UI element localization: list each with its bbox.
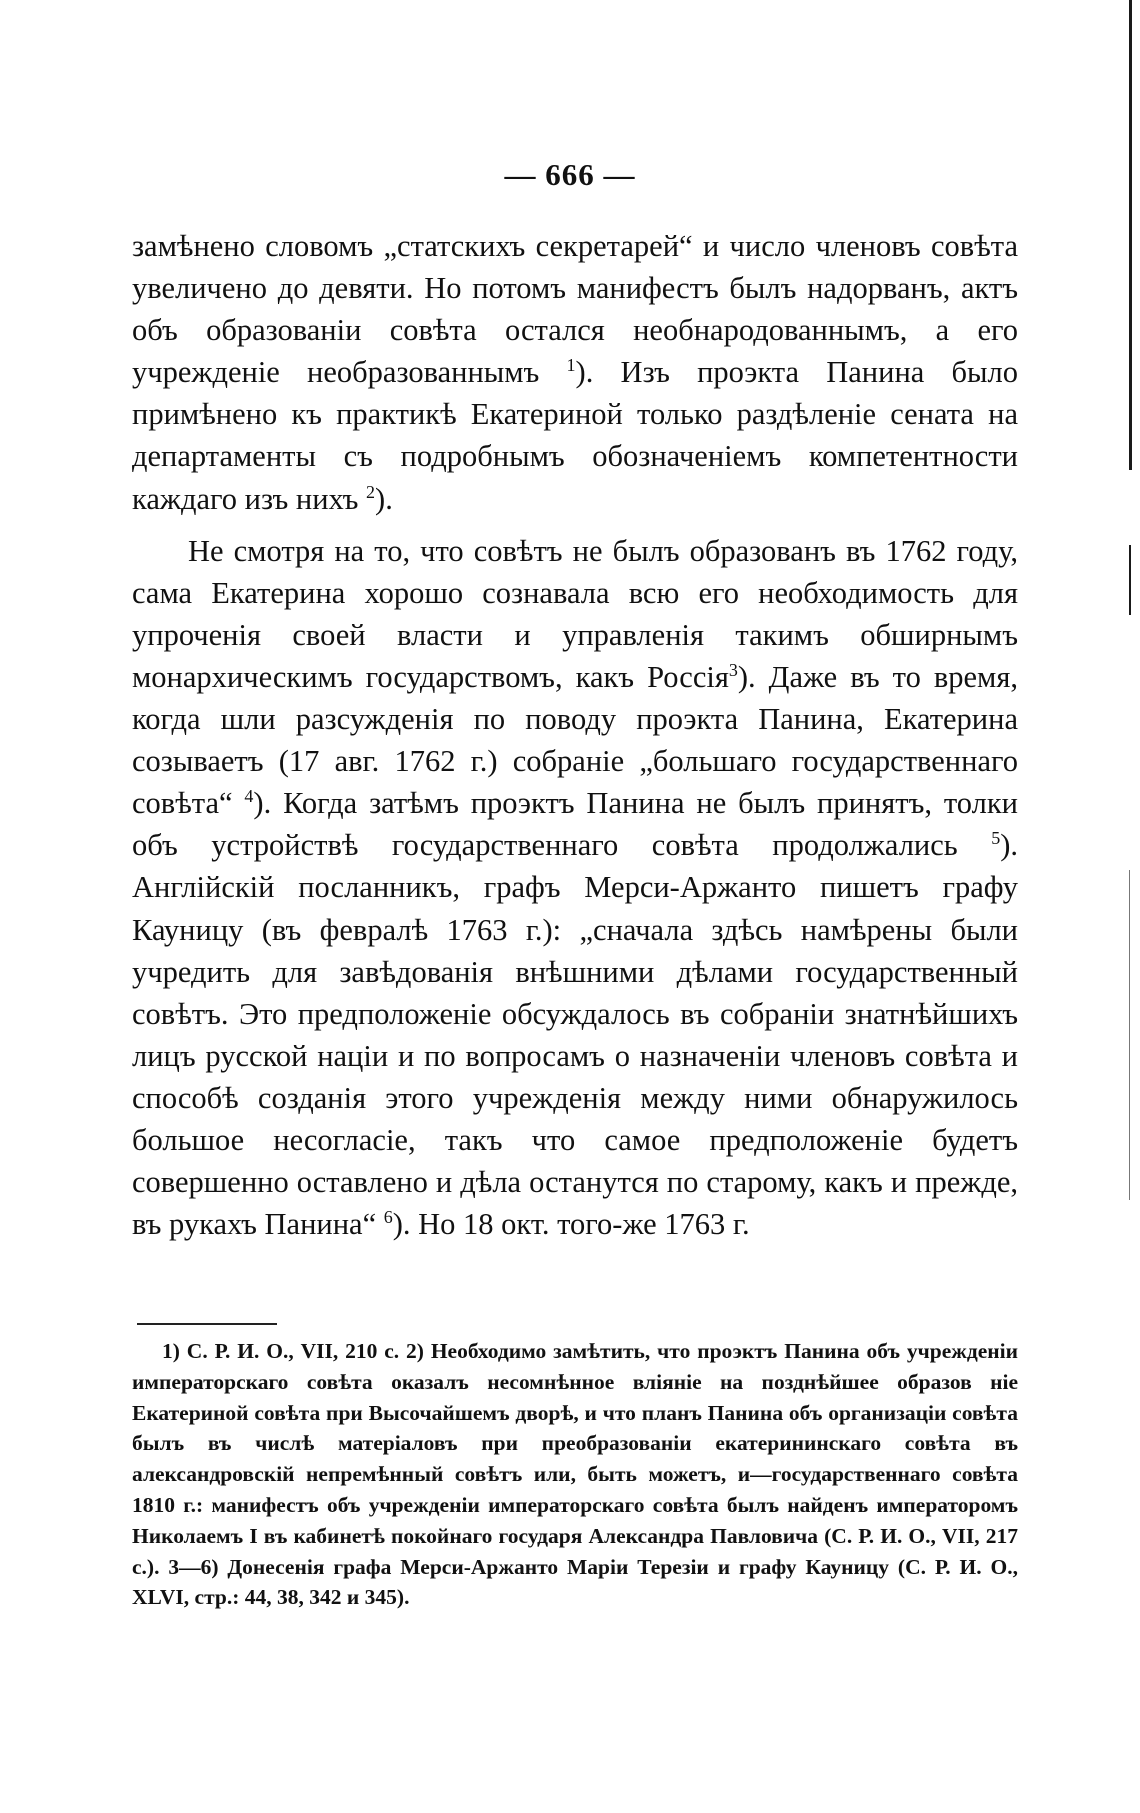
footnote-ref-6: 6 xyxy=(383,1207,393,1227)
footnote-ref-5: 5 xyxy=(991,828,1001,849)
scan-edge-line xyxy=(1129,545,1131,615)
footnotes xyxy=(132,1336,1018,1613)
paragraph-2-text-4: ). Англійскій посланникъ, графъ Мерси-Аржанто пишетъ графу Кауницу (въ февралѣ 1763 г.): „сначала здѣсь намѣрены были учредить для завѣдованія внѣшними дѣлами государственный совѣтъ. Это предположеніе обсуждалось въ собраніи знатнѣйшихъ лицъ русской націи и по вопросамъ о назначеніи членовъ совѣта и способѣ созданія этого учрежденія между ними обнаружилось большое несогласіе, такъ что самое предположеніе будетъ совершенно оставлено и дѣла останутся по старому, какъ и прежде, въ рукахъ Панина“ xyxy=(132,828,1018,1242)
footnote-ref-3: 3 xyxy=(728,659,738,680)
paragraph-1-text: замѣнено словомъ „статскихъ секретарей“ и число членовъ совѣта увеличено до девяти. Но потомъ манифестъ былъ надорванъ, актъ объ образованіи совѣта остался необнародованнымъ, а его учрежденіе необразованнымъ xyxy=(132,229,1018,390)
paragraph-2 xyxy=(132,530,1018,1246)
page-number: — 666 — xyxy=(504,157,636,192)
footnote-separator xyxy=(137,1323,277,1325)
footnotes-text: 1) С. Р. И. О., VII, 210 с. 2) Необходимо замѣтить, что проэктъ Панина объ учрежденіи императорскаго совѣта оказалъ несомнѣнное вліяніе на позднѣйшее образов ніе Екатериной совѣта при Высочайшемъ дворѣ, и что планъ Панина объ организаціи совѣта былъ въ числѣ матеріаловъ при преобразованіи екатерининскаго совѣта въ александровскій непремѣнный совѣтъ или, быть можетъ, и—государственнаго совѣта 1810 г.: манифестъ объ учрежденіи императорскаго совѣта былъ найденъ императоромъ Николаемъ I въ кабинетѣ покойнаго государя Александра Павловича (С. Р. И. О., VII, 217 с.). 3—6) Донесенія графа Мерси-Аржанто Маріи Терезіи и графу Кауницу (С. Р. И. О., XLVI, стр.: 44, 38, 342 и 345). xyxy=(132,1339,1018,1610)
scan-edge-line xyxy=(1129,0,1132,470)
footnote-ref-4: 4 xyxy=(244,786,254,807)
footnote-ref-2: 2 xyxy=(366,481,376,502)
paragraph-2-text: Не смотря на то, что совѣтъ не былъ образованъ въ 1762 году, сама Екатерина хорошо сознавала всю его необходимость для упроченія своей власти и управленія такимъ обширнымъ монархическимъ государствомъ, какъ Россія xyxy=(132,533,1018,694)
paragraph-1-text-2: ). Изъ проэкта Панина было примѣнено къ практикѣ Екатериной только раздѣленіе сената на департаменты съ подробнымъ обозначеніемъ компетентности каждаго изъ нихъ xyxy=(132,355,1018,516)
paragraph-2-text-2: ). Даже въ то время, когда шли разсужденія по поводу проэкта Панина, Екатерина созываетъ (17 авг. 1762 г.) собраніе „большаго государственнаго совѣта“ xyxy=(132,659,1018,821)
main-text xyxy=(132,225,1018,1245)
paragraph-2-text-5: ). Но 18 окт. того-же 1763 г. xyxy=(392,1207,750,1242)
paragraph-1-text-3: ). xyxy=(375,481,393,516)
scan-edge-line xyxy=(1129,870,1130,1200)
paragraph-2-text-3: ). Когда затѣмъ проэктъ Панина не былъ принятъ, толки объ устройствѣ государственнаго совѣта продолжались xyxy=(132,786,1019,863)
paragraph-1 xyxy=(132,225,1018,520)
footnote-ref-1: 1 xyxy=(566,355,576,376)
